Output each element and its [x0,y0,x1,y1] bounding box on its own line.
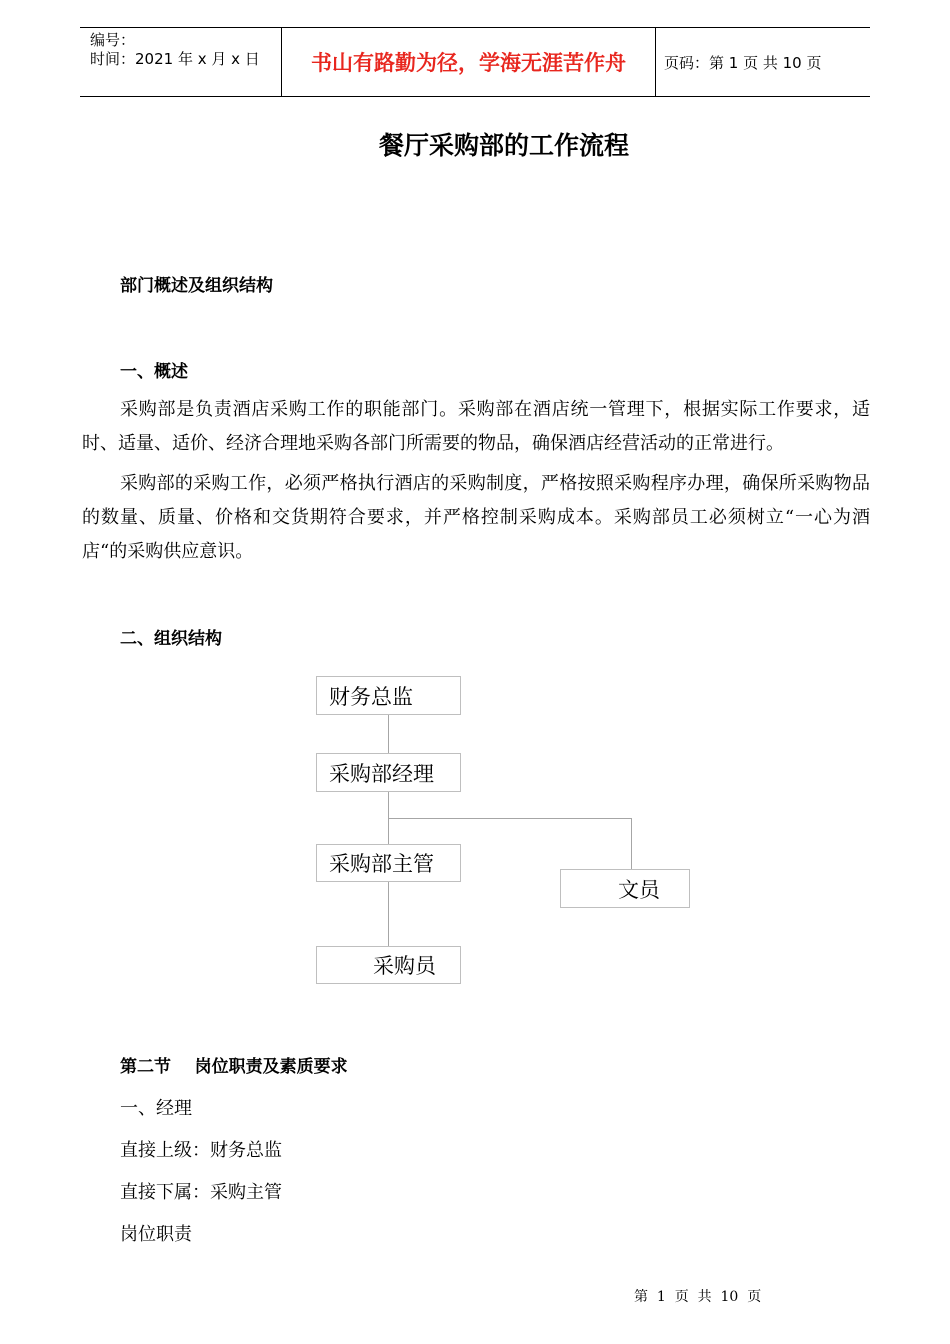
org-node-buyer: 采购员 [316,946,461,984]
org-node-cfo: 财务总监 [316,676,461,715]
overview-paragraph-2: 采购部的采购工作，必须严格执行酒店的采购制度，严格按照采购程序办理，确保所采购物品的数量、质量、价格和交货期符合要求，并严格控制采购成本。采购部员工必须树立“一心为酒店“的采购供应意识。 [82,473,870,562]
header-motto-cell [281,28,656,96]
header-motto: 书山有路勤为径，学海无涯苦作舟 [311,51,626,75]
page-footer: 第 1 页 共 10 页 [634,1289,762,1305]
org-heading: 二、组织结构 [120,629,222,649]
section-overview-heading: 部门概述及组织结构 [120,276,273,296]
direct-subordinate: 直接下属：采购主管 [120,1182,282,1203]
document-title-row [0,126,950,162]
document-time-label: 时间：2021 年 x 月 x 日 [90,50,260,68]
header-table [80,27,870,97]
org-node-supervisor: 采购部主管 [316,844,461,882]
overview-heading: 一、概述 [120,362,188,382]
duties-label: 岗位职责 [120,1224,192,1245]
section2-heading: 第二节 岗位职责及素质要求 [120,1057,348,1077]
connector-branch-horizontal [388,818,632,819]
overview-paragraph-1: 采购部是负责酒店采购工作的职能部门。采购部在酒店统一管理下，根据实际工作要求，适时、适量、适价、经济合理地采购各部门所需要的物品，确保酒店经营活动的正常进行。 [82,399,870,454]
manager-item-title: 一、经理 [120,1098,192,1119]
org-node-manager: 采购部经理 [316,753,461,792]
document-number-label: 编号： [90,31,136,49]
document-title: 餐厅采购部的工作流程 [378,131,629,160]
direct-superior: 直接上级：财务总监 [120,1140,282,1161]
org-node-clerk: 文员 [560,869,690,908]
connector-to-clerk [631,818,632,870]
connector-supervisor-buyer [388,881,389,947]
header-meta [80,28,280,96]
header-page-info: 页码：第 1 页 共 10 页 [664,53,822,72]
connector-cfo-manager [388,714,389,754]
